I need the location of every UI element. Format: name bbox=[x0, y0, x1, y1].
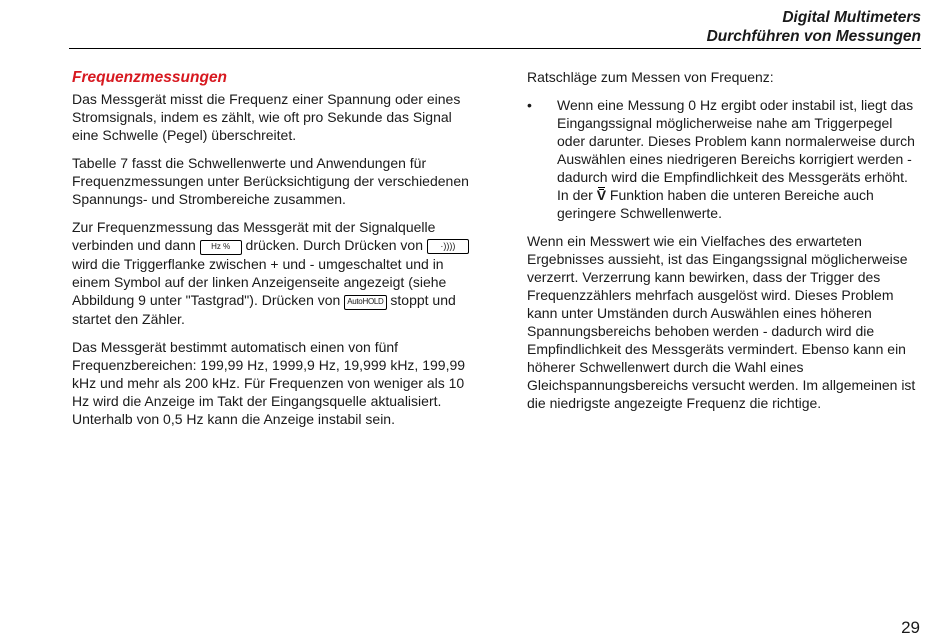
tip-text-1: Wenn eine Messung 0 Hz ergibt oder instabil ist, liegt das Eingangssignal möglicherweise nahe am Triggerpegel oder darunter. Dieses Problem kann normalerweise durch Auswählen eines niedrigeren Bereichs korrigiert werden - dadurch wird die Empfindlichkeit des Messgeräts erhöht. In der bbox=[557, 97, 915, 203]
paragraph-distortion: Wenn ein Messwert wie ein Vielfaches des erwarteten Ergebnisses aussieht, ist das Eingangssignal möglicherweise verzerrt. Verzerrung kann bewirken, dass der Trigger des Frequenzzählers mehrfach ausgelöst wird. Dieses Problem kann unter Umständen durch Auswählen eines höheren Spannungsbereichs behoben werden - dadurch wird die Empfindlichkeit des Messgeräts vermindert. Ebenso kann ein höherer Schwellenwert durch die Wahl eines Gleichspannungsbereichs versucht werden. Im allgemeinen ist die niedrigste angezeigte Frequenz die richtige. bbox=[527, 233, 916, 411]
beeper-key-icon: ·)))) bbox=[427, 239, 469, 254]
autohold-key-icon: AutoHOLD bbox=[344, 295, 386, 310]
procedure-text-1: Zur Frequenzmessung das Messgerät mit der Signalquelle verbinden und dann bbox=[72, 219, 436, 253]
procedure-text-2: drücken. Durch Drücken von bbox=[241, 237, 427, 253]
paragraph-table-ref: Tabelle 7 fasst die Schwellenwerte und Anwendungen für Frequenzmessungen unter Berücksichtigung der verschiedenen Spannungs- und Strombereiche zusammen. bbox=[72, 155, 469, 207]
tips-heading: Ratschläge zum Messen von Frequenz: bbox=[527, 69, 774, 85]
section-title: Frequenzmessungen bbox=[72, 69, 228, 86]
page-number: 29 bbox=[901, 618, 920, 637]
bullet-icon: • bbox=[527, 97, 532, 113]
procedure-text-3: wird die Triggerflanke zwischen + und - umgeschaltet und in einem Symbol auf der linken Anzeigenseite angezeigt (siehe Abbildung 9 unter "Tastgrad"). Drücken von bbox=[72, 256, 447, 308]
procedure-text-4: stoppt und startet den Zähler. bbox=[72, 292, 456, 327]
header-subtitle: Durchführen von Messungen bbox=[706, 28, 921, 45]
left-column bbox=[72, 68, 472, 438]
paragraph-ranges: Das Messgerät bestimmt automatisch einen von fünf Frequenzbereichen: 199,99 Hz, 1999,9 Hz, 19,999 kHz, 199,99 kHz und mehr als 200 kHz. Für Frequenzen von weniger als 10 Hz wird die Anzeige im Takt der Eingangsquelle aktualisiert. Unterhalb von 0,5 Hz kann die Anzeige instabil sein. bbox=[72, 339, 466, 427]
dc-voltage-icon: V bbox=[596, 187, 607, 203]
hz-key-icon: Hz % bbox=[200, 240, 242, 255]
header-title: Digital Multimeters bbox=[782, 9, 921, 26]
header-divider bbox=[69, 48, 921, 49]
paragraph-procedure bbox=[72, 218, 472, 328]
tip-text-2: Funktion haben die unteren Bereiche auch geringere Schwellenwerte. bbox=[557, 187, 874, 221]
paragraph-intro: Das Messgerät misst die Frequenz einer Spannung oder eines Stromsignals, indem es zählt, wie oft pro Sekunde das Signal eine Schwelle (Pegel) überschreitet. bbox=[72, 91, 461, 143]
tip-bullet-item bbox=[527, 96, 922, 222]
right-column bbox=[527, 68, 922, 422]
page-header bbox=[707, 8, 921, 46]
